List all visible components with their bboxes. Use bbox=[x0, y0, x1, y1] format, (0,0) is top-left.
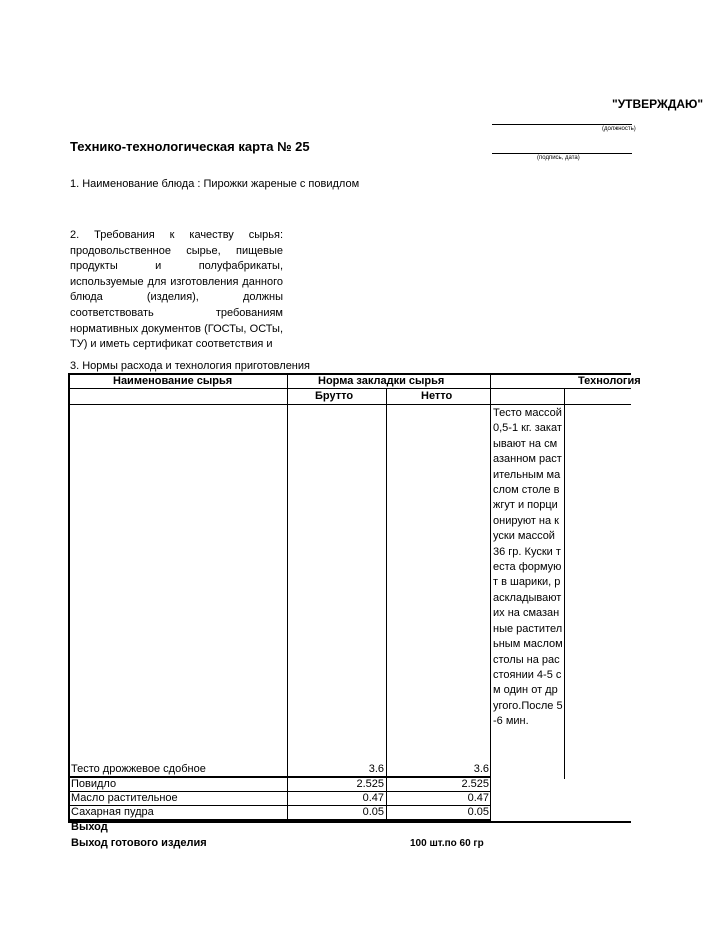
ingredient-brutto: 3.6 bbox=[368, 763, 384, 775]
ingredient-brutto: 0.05 bbox=[362, 806, 384, 818]
dish-name: 1. Наименование блюда : Пирожки жареные с повидлом bbox=[70, 178, 360, 190]
output-label: Выход bbox=[71, 821, 108, 833]
ingredient-name: Масло растительное bbox=[71, 792, 178, 804]
col-header-name: Наименование сырья bbox=[113, 375, 233, 387]
row-divider bbox=[68, 819, 491, 821]
signature-line bbox=[492, 153, 632, 154]
ingredient-netto: 2.525 bbox=[461, 778, 489, 790]
col-header-netto: Нетто bbox=[421, 390, 453, 402]
subheader-row-divider bbox=[68, 404, 631, 405]
document-title: Технико-технологическая карта № 25 bbox=[70, 139, 310, 154]
position-line bbox=[492, 124, 632, 125]
col-divider bbox=[564, 389, 565, 779]
ingredient-netto: 0.47 bbox=[467, 792, 489, 804]
col-divider bbox=[386, 389, 387, 821]
col-header-tech: Технология bbox=[578, 375, 641, 387]
position-caption: (должность) bbox=[602, 126, 636, 132]
signature-caption: (подпись, дата) bbox=[537, 155, 580, 161]
col-header-brutto: Брутто bbox=[315, 390, 354, 402]
approve-label: "УТВЕРЖДАЮ" bbox=[612, 97, 704, 111]
col-divider bbox=[287, 373, 288, 821]
ingredient-netto: 0.05 bbox=[467, 806, 489, 818]
ingredient-brutto: 2.525 bbox=[356, 778, 384, 790]
ingredient-netto: 3.6 bbox=[473, 763, 489, 775]
ingredient-name: Сахарная пудра bbox=[71, 806, 154, 818]
col-header-norm: Норма закладки сырья bbox=[318, 375, 445, 387]
final-output-value: 100 шт.по 60 гр bbox=[410, 838, 484, 849]
col-divider bbox=[490, 373, 491, 821]
quality-requirements: 2. Требования к качеству сырья: продовольственное сырье, пищевые продукты и полуфабрикаты, используемые для изготовления данного блюда (изделия), должны соответствовать требованиям нормативных документов (ГОСТы, ОСТы, ТУ) и иметь сертификат соответствия и bbox=[70, 229, 283, 351]
norms-heading: 3. Нормы расхода и технология приготовления bbox=[70, 360, 310, 372]
technology-text: Тесто массой 0,5-1 кг. закатывают на смазанном растительным маслом столе в жгут и порционируют на куски массой 36 гр. Куски теста формуют в шарики, раскладывают их на смазанные растительным маслом столы на расстоянии 4-5 см один от другого.После 5-6 мин. bbox=[493, 407, 563, 728]
final-output-label: Выход готового изделия bbox=[71, 837, 207, 849]
ingredient-name: Тесто дрожжевое сдобное bbox=[71, 763, 206, 775]
ingredient-name: Повидло bbox=[71, 778, 117, 790]
ingredient-brutto: 0.47 bbox=[362, 792, 384, 804]
header-row-divider bbox=[68, 388, 631, 389]
